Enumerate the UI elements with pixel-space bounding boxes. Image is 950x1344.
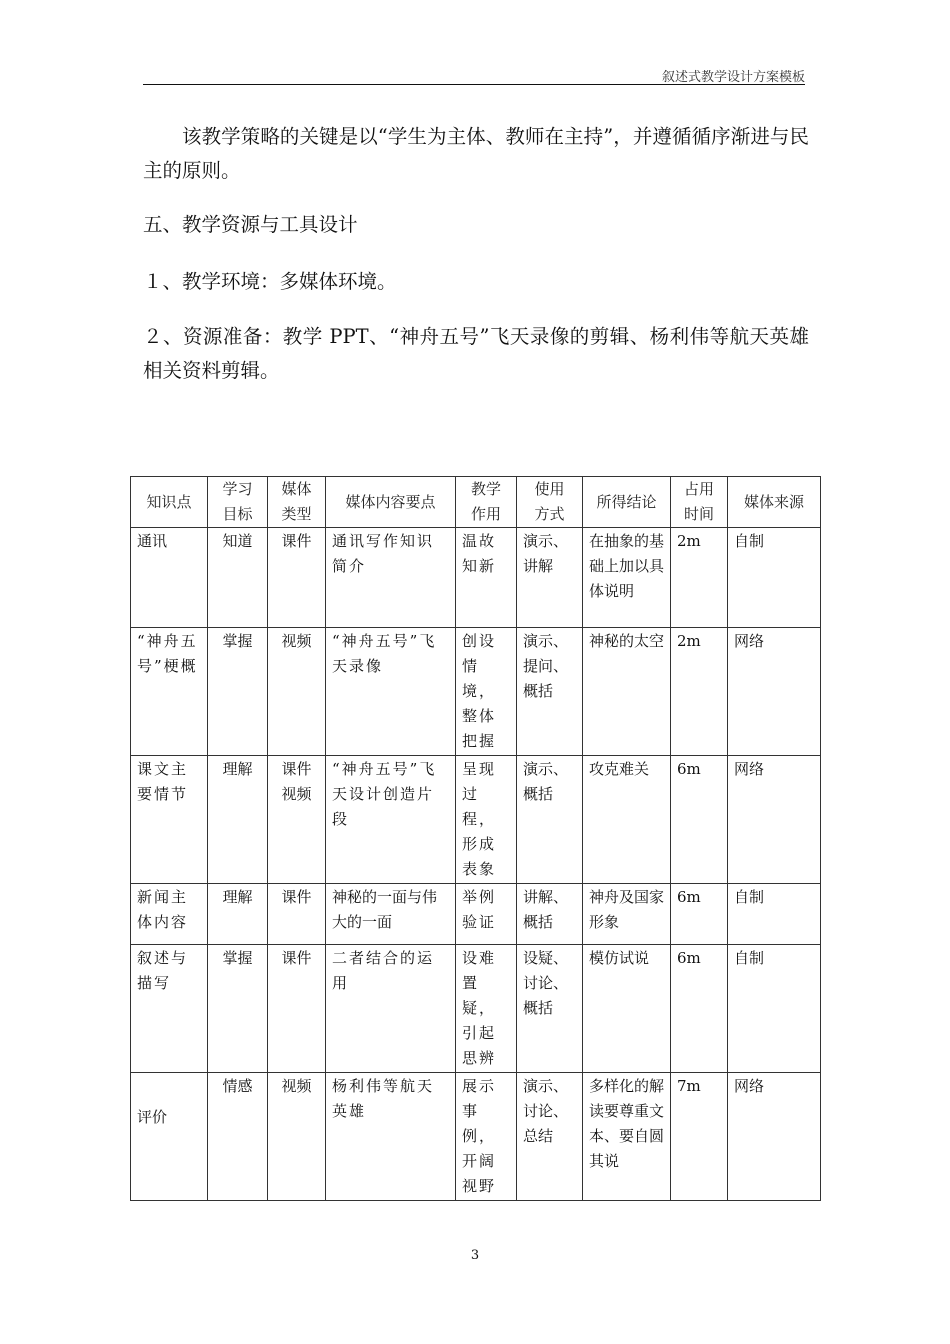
table-cell: 课件 [268,945,326,1073]
column-header: 占用 时间 [671,477,728,528]
table-cell: 创设情境，整体把握 [456,628,517,756]
column-header: 媒体 类型 [268,477,326,528]
table-row [131,756,821,884]
column-header: 知识点 [131,477,208,528]
table-row [131,628,821,756]
table-cell: 演示、提问、概括 [517,628,583,756]
table-row [131,1073,821,1201]
table-header-row [131,477,821,528]
table-cell: 视频 [268,628,326,756]
table-cell: 在抽象的基础上加以具体说明 [583,528,671,628]
table-cell: 神秘的一面与伟大的一面 [326,884,456,945]
table-cell: 通讯 [131,528,208,628]
column-header: 教学 作用 [456,477,517,528]
table-cell: 演示、概括 [517,756,583,884]
table-row [131,528,821,628]
table-cell: 课件 [268,528,326,628]
table-cell: 设难置疑，引起思辨 [456,945,517,1073]
table-cell: 课文主要情节 [131,756,208,884]
strategy-paragraph: 该教学策略的关键是以“学生为主体、教师在主持”，并遵循循序渐进与民主的原则。 [143,125,809,182]
table-cell: 设疑、讨论、概括 [517,945,583,1073]
table-cell: 自制 [728,884,821,945]
table-cell: 6m [671,945,728,1073]
table-cell: 评价 [131,1073,208,1201]
column-header: 学习 目标 [208,477,268,528]
table-cell: 网络 [728,1073,821,1201]
table-cell: “神舟五号”飞天录像 [326,628,456,756]
table-cell: 网络 [728,628,821,756]
table-cell: 举例验证 [456,884,517,945]
list-item-resources: ２、资源准备：教学 PPT、“神舟五号”飞天录像的剪辑、杨利伟等航天英雄相关资料剪辑。 [143,325,809,382]
header-title: 叙述式教学设计方案模板 [661,70,805,85]
table-cell: “神舟五号”梗概 [131,628,208,756]
table-cell: 理解 [208,756,268,884]
table-cell: 多样化的解读要尊重文本、要自圆其说 [583,1073,671,1201]
table-cell: 展示事例，开阔视野 [456,1073,517,1201]
table-cell: 讲解、概括 [517,884,583,945]
table-cell: 2m [671,628,728,756]
column-header: 媒体来源 [728,477,821,528]
table-cell: 掌握 [208,945,268,1073]
table-cell: 温故知新 [456,528,517,628]
table-row [131,884,821,945]
table-cell: 神秘的太空 [583,628,671,756]
table-cell: 知道 [208,528,268,628]
table-cell: 理解 [208,884,268,945]
page-number: 3 [470,1248,480,1263]
table-cell: 自制 [728,528,821,628]
column-header: 使用 方式 [517,477,583,528]
list-item-environment: １、教学环境：多媒体环境。 [143,270,397,293]
table-cell: 二者结合的运用 [326,945,456,1073]
table-cell: 视频 [268,1073,326,1201]
table-cell: 叙述与描写 [131,945,208,1073]
table-cell: 7m [671,1073,728,1201]
table-cell: “神舟五号”飞天设计创造片段 [326,756,456,884]
table-cell: 掌握 [208,628,268,756]
table-cell: 6m [671,756,728,884]
table-row [131,945,821,1073]
table-cell: 情感 [208,1073,268,1201]
page-header [143,58,805,85]
table-cell: 通讯写作知识简介 [326,528,456,628]
column-header: 媒体内容要点 [326,477,456,528]
column-header: 所得结论 [583,477,671,528]
table-cell: 攻克难关 [583,756,671,884]
table-cell: 演示、讨论、总结 [517,1073,583,1201]
media-design-table [130,476,821,1201]
table-cell: 演示、讲解 [517,528,583,628]
table-cell: 模仿试说 [583,945,671,1073]
table-cell: 2m [671,528,728,628]
table-cell: 课件 [268,884,326,945]
table-cell: 网络 [728,756,821,884]
table-cell: 呈现过程，形成表象 [456,756,517,884]
table-cell: 课件 视频 [268,756,326,884]
table-cell: 杨利伟等航天英雄 [326,1073,456,1201]
table-cell: 自制 [728,945,821,1073]
section-heading-resources: 五、教学资源与工具设计 [143,213,358,236]
table-cell: 6m [671,884,728,945]
table-cell: 神舟及国家形象 [583,884,671,945]
table-cell: 新闻主体内容 [131,884,208,945]
